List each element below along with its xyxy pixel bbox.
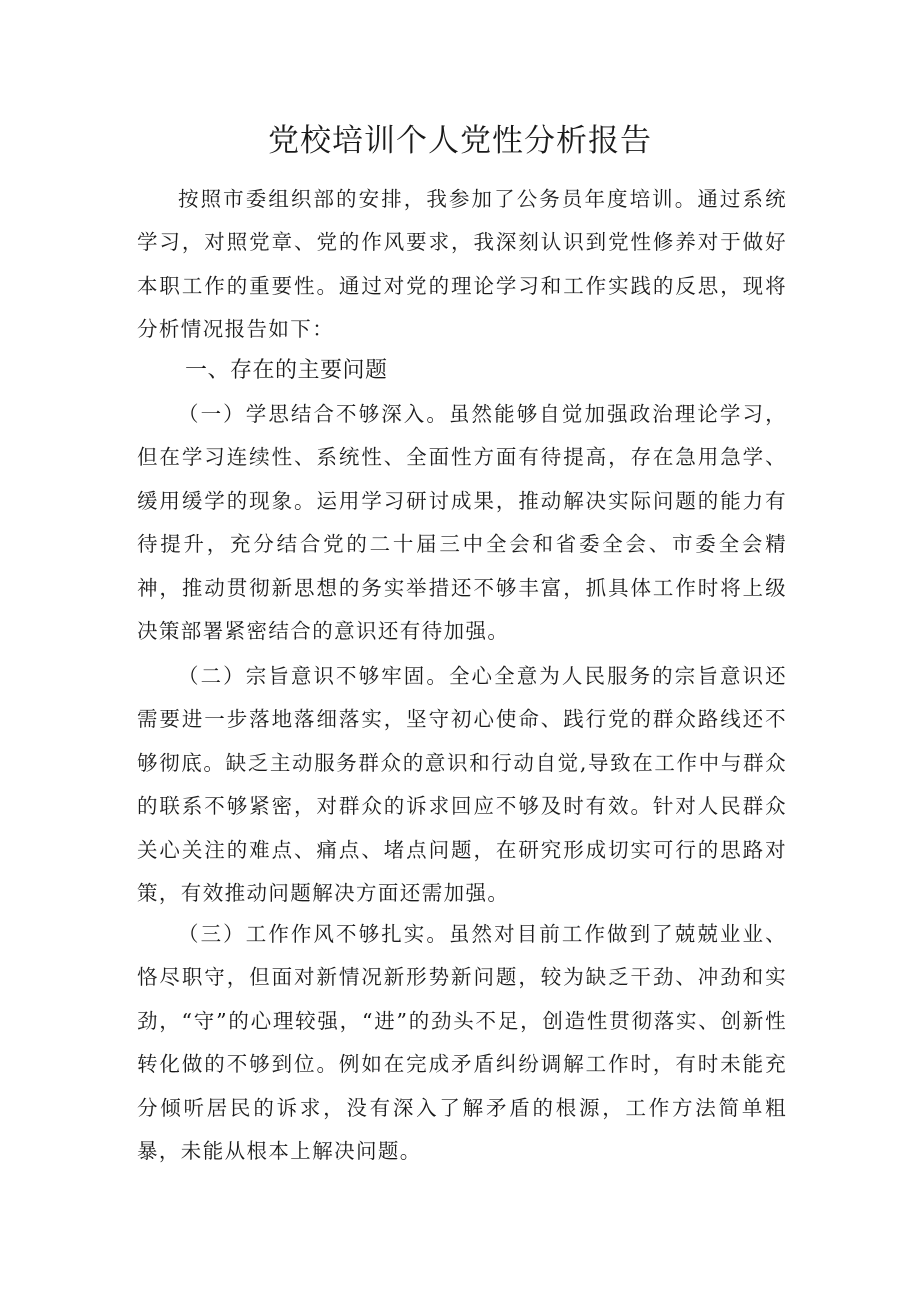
document-title: 党校培训个人党性分析报告 (268, 123, 652, 159)
paragraph-issue-3: （三）工作作风不够扎实。虽然对目前工作做到了兢兢业业、恪尽职守，但面对新情况新形势新问题，较为缺乏干劲、冲劲和实劲，“守”的心理较强，“进”的劲头不足，创造性贯彻落实、创新性转化做的不够到位。例如在完成矛盾纠纷调解工作时，有时未能充分倾听居民的诉求，没有深入了解矛盾的根源，工作方法简单粗暴，未能从根本上解决问题。 (137, 922, 787, 1164)
paragraph-issue-2: （二）宗旨意识不够牢固。全心全意为人民服务的宗旨意识还需要进一步落地落细落实，坚守初心使命、践行党的群众路线还不够彻底。缺乏主动服务群众的意识和行动自觉,导致在工作中与群众的联系不够紧密，对群众的诉求回应不够及时有效。针对人民群众关心关注的难点、痛点、堵点问题，在研究形成切实可行的思路对策，有效推动问题解决方面还需加强。 (137, 664, 787, 906)
section-heading: 一、存在的主要问题 (185, 358, 388, 383)
intro-paragraph: 按照市委组织部的安排，我参加了公务员年度培训。通过系统学习，对照党章、党的作风要求，我深刻认识到党性修养对于做好本职工作的重要性。通过对党的理论学习和工作实践的反思，现将分析情况报告如下： (137, 187, 787, 342)
paragraph-issue-1: （一）学思结合不够深入。虽然能够自觉加强政治理论学习，但在学习连续性、系统性、全面性方面有待提高，存在急用急学、缓用缓学的现象。运用学习研讨成果，推动解决实际问题的能力有待提升，充分结合党的二十届三中全会和省委全会、市委全会精神，推动贯彻新思想的务实举措还不够丰富，抓具体工作时将上级决策部署紧密结合的意识还有待加强。 (137, 402, 787, 644)
